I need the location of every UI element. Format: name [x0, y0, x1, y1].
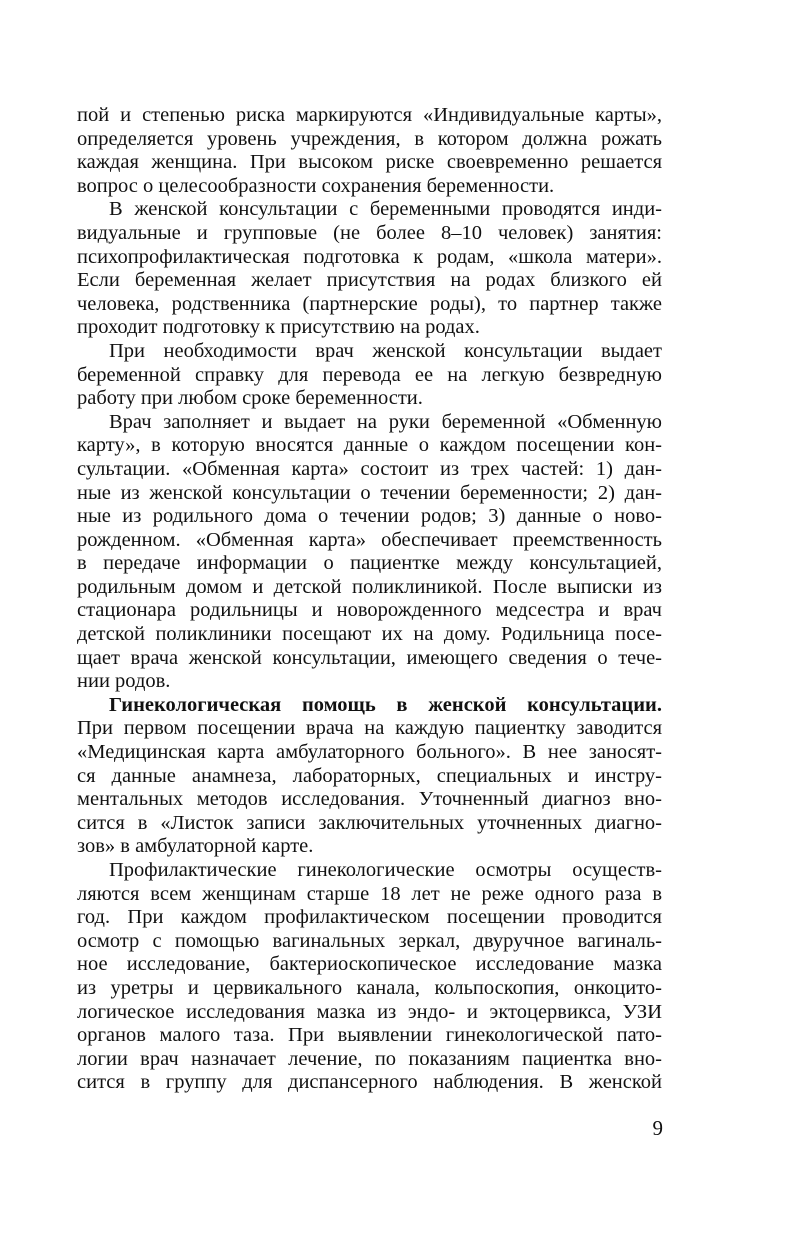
text-line: психопрофилактическая подготовка к родам, «школа матери». — [77, 245, 662, 268]
text-line: логии врач назначает лечение, по показаниям пациентка вно- — [77, 1047, 662, 1070]
text-line: пой и степенью риска маркируются «Индивидуальные карты», — [77, 104, 662, 126]
text-line: В женской консультации с беременными проводятся инди- — [109, 198, 662, 221]
text-line: из уретры и цервикального канала, кольпоскопия, онкоцито- — [77, 976, 662, 999]
text-line: ное исследование, бактериоскопическое исследование мазка — [77, 953, 662, 976]
text-line: сультации. «Обменная карта» состоит из трех частей: 1) дан- — [77, 457, 662, 480]
text-line: Если беременная желает присутствия на родах близкого ей — [77, 269, 662, 292]
paragraph-classes — [77, 198, 662, 340]
text-line: в передаче информации о пациентке между консультацией, — [77, 552, 662, 575]
text-line: щает врача женской консультации, имеющего сведения о тече- — [77, 646, 662, 669]
paragraph-exchange-card — [77, 411, 662, 694]
text-line: логическое исследования мазка из эндо- и эктоцервикса, УЗИ — [77, 1000, 662, 1023]
text-line: родильным домом и детской поликлиникой. После выписки из — [77, 575, 662, 598]
text-line: ся данные анамнеза, лабораторных, специальных и инстру- — [77, 764, 662, 787]
page-body — [77, 104, 662, 1095]
text-line: Профилактические гинекологические осмотры осуществ- — [109, 859, 662, 881]
text-line: «Медицинская карта амбулаторного больного». В нее заносят- — [77, 741, 662, 764]
text-line: сится в «Листок записи заключительных уточненных диагно- — [77, 811, 662, 834]
text-line: проходит подготовку к присутствию на родах. — [77, 316, 480, 339]
text-line: органов малого таза. При выявлении гинекологической пато- — [77, 1024, 662, 1047]
text-line: стационара родильницы и новорожденного медсестра и врач — [77, 599, 662, 622]
text-line: зов» в амбулаторной карте. — [77, 835, 314, 858]
paragraph-gynecology — [77, 694, 662, 859]
text-line: Врач заполняет и выдает на руки беременной «Обменную — [109, 410, 662, 433]
text-line: нии родов. — [77, 670, 171, 693]
paragraph-certificate — [77, 340, 662, 411]
text-line: человека, родственника (партнерские роды), то партнер также — [77, 292, 662, 315]
text-line: каждая женщина. При высоком риске своевременно решается — [77, 151, 662, 174]
text-line: вопрос о целесообразности сохранения беременности. — [77, 174, 555, 197]
text-line: беременной справку для перевода ее на легкую безвредную — [77, 363, 662, 386]
text-line: ментальных методов исследования. Уточненный диагноз вно- — [77, 788, 662, 811]
text-line: сится в группу для диспансерного наблюдения. В женской — [77, 1071, 662, 1094]
text-line: видуальные и групповые (не более 8–10 человек) занятия: — [77, 221, 662, 244]
text-line: рожденном. «Обменная карта» обеспечивает преемственность — [77, 528, 662, 551]
paragraph-risk-cards — [77, 104, 662, 198]
text-line: карту», в которую вносятся данные о каждом посещении кон- — [77, 434, 662, 457]
text-line: определяется уровень учреждения, в котором должна рожать — [77, 127, 662, 150]
paragraph-checkups — [77, 859, 662, 1095]
text-line: При необходимости врач женской консультации выдает — [109, 339, 662, 362]
text-line: работу при любом сроке беременности. — [77, 387, 423, 410]
text-line: ные из женской консультации о течении беременности; 2) дан- — [77, 481, 662, 504]
text-line: ляются всем женщинам старше 18 лет не реже одного раза в — [77, 882, 662, 905]
text-line: год. При каждом профилактическом посещении проводится — [77, 906, 662, 929]
text-line: осмотр с помощью вагинальных зеркал, двуручное вагиналь- — [77, 929, 662, 952]
text-line: ные из родильного дома о течении родов; 3) данные о ново- — [77, 505, 662, 528]
text-line: детской поликлиники посещают их на дому. Родильница посе- — [77, 623, 662, 646]
section-heading: Гинекологическая помощь в женской консультации. — [109, 693, 662, 716]
page-number: 9 — [652, 1116, 663, 1140]
text-line: При первом посещении врача на каждую пациентку заводится — [77, 717, 662, 740]
